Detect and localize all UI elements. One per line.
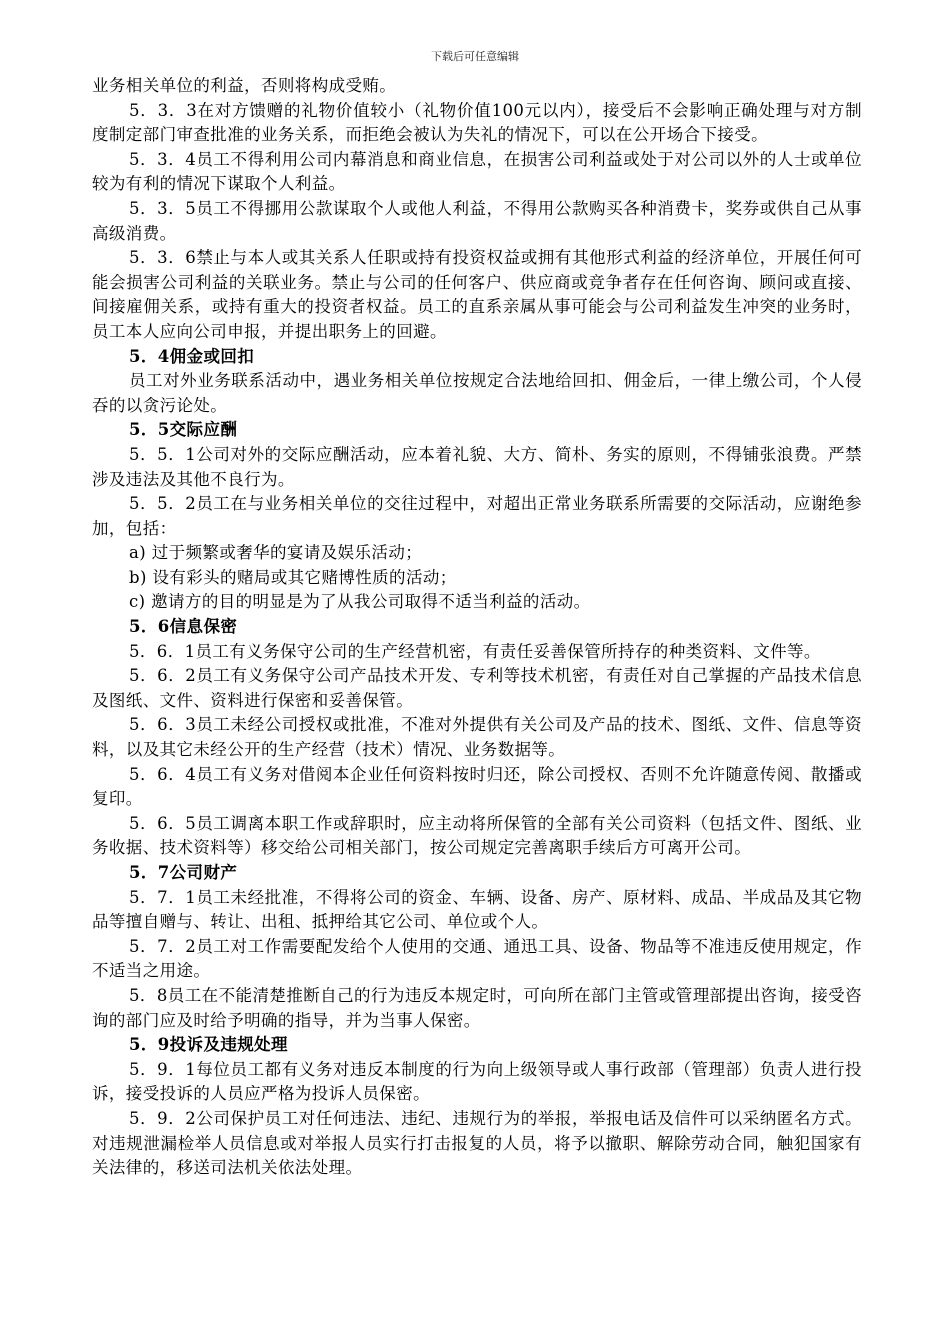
paragraph: 5．5．2员工在与业务相关单位的交往过程中，对超出正常业务联系所需要的交际活动，应谢绝参加，包括： bbox=[92, 494, 862, 538]
paragraph: 5．6．5员工调离本职工作或辞职时，应主动将所保管的全部有关公司资料（包括文件、图纸、业务收据、技术资料等）移交给公司相关部门，按公司规定完善离职手续后方可离开公司。 bbox=[92, 813, 862, 858]
section-heading: 5．4佣金或回扣 bbox=[129, 346, 255, 366]
paragraph: 5．6．2员工有义务保守公司产品技术开发、专利等技术机密，有责任对自己掌握的产品技术信息及图纸、文件、资料进行保密和妥善保管。 bbox=[92, 666, 862, 710]
list-item: b) 设有彩头的赌局或其它赌博性质的活动； bbox=[129, 567, 457, 587]
paragraph: 员工对外业务联系活动中，遇业务相关单位按规定合法地给回扣、佣金后，一律上缴公司，个人侵吞的以贪污论处。 bbox=[92, 371, 862, 415]
paragraph: 5．6．1员工有义务保守公司的生产经营机密，有责任妥善保管所持存的种类资料、文件等。 bbox=[129, 641, 821, 661]
section-heading: 5．5交际应酬 bbox=[129, 420, 238, 440]
paragraph: 5．7．2员工对工作需要配发给个人使用的交通、通迅工具、设备、物品等不准违反使用规定，作不适当之用途。 bbox=[92, 936, 862, 981]
document-body bbox=[92, 74, 862, 1181]
paragraph: 5．5．1公司对外的交际应酬活动，应本着礼貌、大方、简朴、务实的原则，不得铺张浪费。严禁涉及违法及其他不良行为。 bbox=[92, 444, 862, 489]
paragraph: 5．6．3员工未经公司授权或批准，不准对外提供有关公司及产品的技术、图纸、文件、信息等资料，以及其它未经公开的生产经营（技术）情况、业务数据等。 bbox=[92, 715, 862, 760]
paragraph: 5．7．1员工未经批准，不得将公司的资金、车辆、设备、房产、原材料、成品、半成品及其它物品等擅自赠与、转让、出租、抵押给其它公司、单位或个人。 bbox=[92, 887, 862, 932]
paragraph: 5．3．3在对方馈赠的礼物价值较小（礼物价值100元以内），接受后不会影响正确处理与对方制度制定部门审查批准的业务关系，而拒绝会被认为失礼的情况下，可以在公开场合下接受。 bbox=[92, 100, 862, 145]
section-heading: 5．6信息保密 bbox=[129, 617, 238, 637]
paragraph: 5．8员工在不能清楚推断自己的行为违反本规定时，可向所在部门主管或管理部提出咨询，接受咨询的部门应及时给予明确的指导，并为当事人保密。 bbox=[92, 985, 862, 1030]
section-heading: 5．7公司财产 bbox=[129, 863, 238, 882]
section-heading: 5．9投诉及违规处理 bbox=[129, 1035, 288, 1055]
paragraph: 5．3．4员工不得利用公司内幕消息和商业信息，在损害公司利益或处于对公司以外的人士或单位较为有利的情况下谋取个人利益。 bbox=[92, 149, 862, 194]
paragraph: 5．6．4员工有义务对借阅本企业任何资料按时归还，除公司授权、否则不允许随意传阅、散播或复印。 bbox=[92, 764, 862, 809]
paragraph: 5．9．2公司保护员工对任何违法、违纪、违规行为的举报，举报电话及信件可以采纳匿名方式。对违规泄漏检举人员信息或对举报人员实行打击报复的人员，将予以撤职、解除劳动合同，触犯国家有关法律的，移送司法机关依法处理。 bbox=[92, 1108, 862, 1178]
page-header: 下载后可任意编辑 bbox=[431, 50, 519, 63]
paragraph: 5．9．1每位员工都有义务对违反本制度的行为向上级领导或人事行政部（管理部）负责人进行投诉，接受投诉的人员应严格为投诉人员保密。 bbox=[92, 1059, 862, 1104]
paragraph: 业务相关单位的利益，否则将构成受贿。 bbox=[92, 76, 397, 95]
paragraph: 5．3．5员工不得挪用公款谋取个人或他人利益，不得用公款购买各种消费卡，奖券或供自己从事高级消费。 bbox=[92, 198, 862, 243]
list-item: c) 邀请方的目的明显是为了从我公司取得不适当利益的活动。 bbox=[129, 592, 591, 612]
paragraph: 5．3．6禁止与本人或其关系人任职或持有投资权益或拥有其他形式利益的经济单位，开展任何可能会损害公司利益的关联业务。禁止与公司的任何客户、供应商或竞争者存在任何咨询、顾问或直接、间接雇佣关系，或持有重大的投资者权益。员工的直系亲属从事可能会与公司利益发生冲突的业务时，员工本人应向公司申报，并提出职务上的回避。 bbox=[92, 248, 862, 341]
list-item: a) 过于频繁或奢华的宴请及娱乐活动； bbox=[129, 543, 423, 563]
